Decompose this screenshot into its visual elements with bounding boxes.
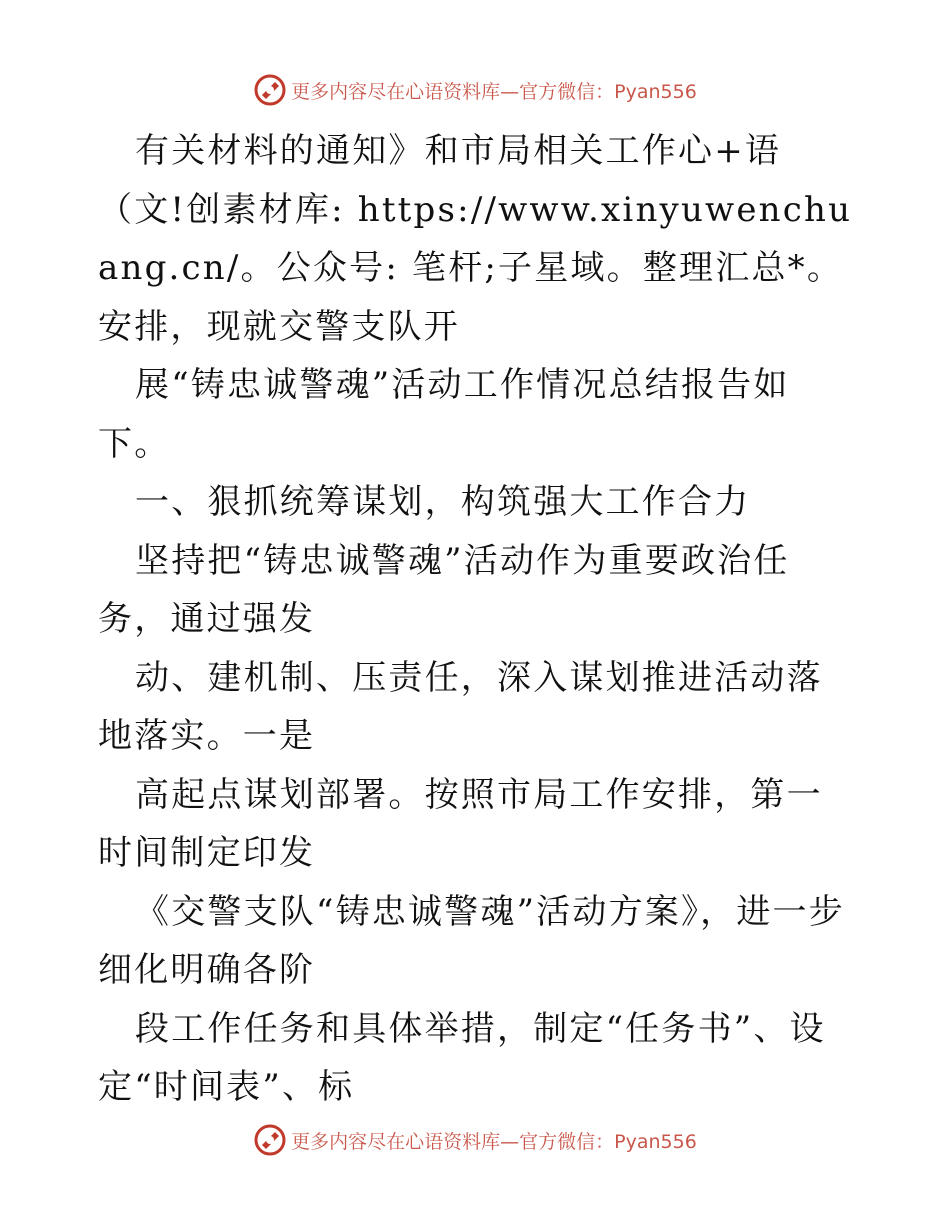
paragraph-1: 有关材料的通知》和市局相关工作心+语（文!创素材库: https://www.xinyuwenchuang.cn/。公众号: 笔杆;子星域。整理汇总*。安排，现就交警支队开 <box>98 131 853 347</box>
paragraph-2: 展“铸忠诚警魂”活动工作情况总结报告如下。 <box>98 365 790 464</box>
paragraph-3: 坚持把“铸忠诚警魂”活动作为重要政治任务，通过强发 <box>98 540 790 639</box>
footer-banner-text: 更多内容尽在心语资料库—官方微信：Pyan556 <box>291 1130 697 1153</box>
footer-banner <box>0 1122 950 1158</box>
section-heading-1: 一、狠抓统筹谋划，构筑强大工作合力 <box>135 482 751 522</box>
paragraph-5: 高起点谋划部署。按照市局工作安排，第一时间制定印发 <box>98 774 823 873</box>
header-banner-text: 更多内容尽在心语资料库—官方微信：Pyan556 <box>291 80 697 103</box>
seal-logo-icon <box>253 73 287 107</box>
paragraph-6: 《交警支队“铸忠诚警魂”活动方案》，进一步细化明确各阶 <box>98 891 845 990</box>
header-banner <box>0 72 950 108</box>
seal-logo-icon <box>253 1123 287 1157</box>
document-body <box>98 122 858 1117</box>
paragraph-7: 段工作任务和具体举措，制定“任务书”、设定“时间表”、标 <box>98 1008 826 1107</box>
paragraph-4: 动、建机制、压责任，深入谋划推进活动落地落实。一是 <box>98 657 823 756</box>
